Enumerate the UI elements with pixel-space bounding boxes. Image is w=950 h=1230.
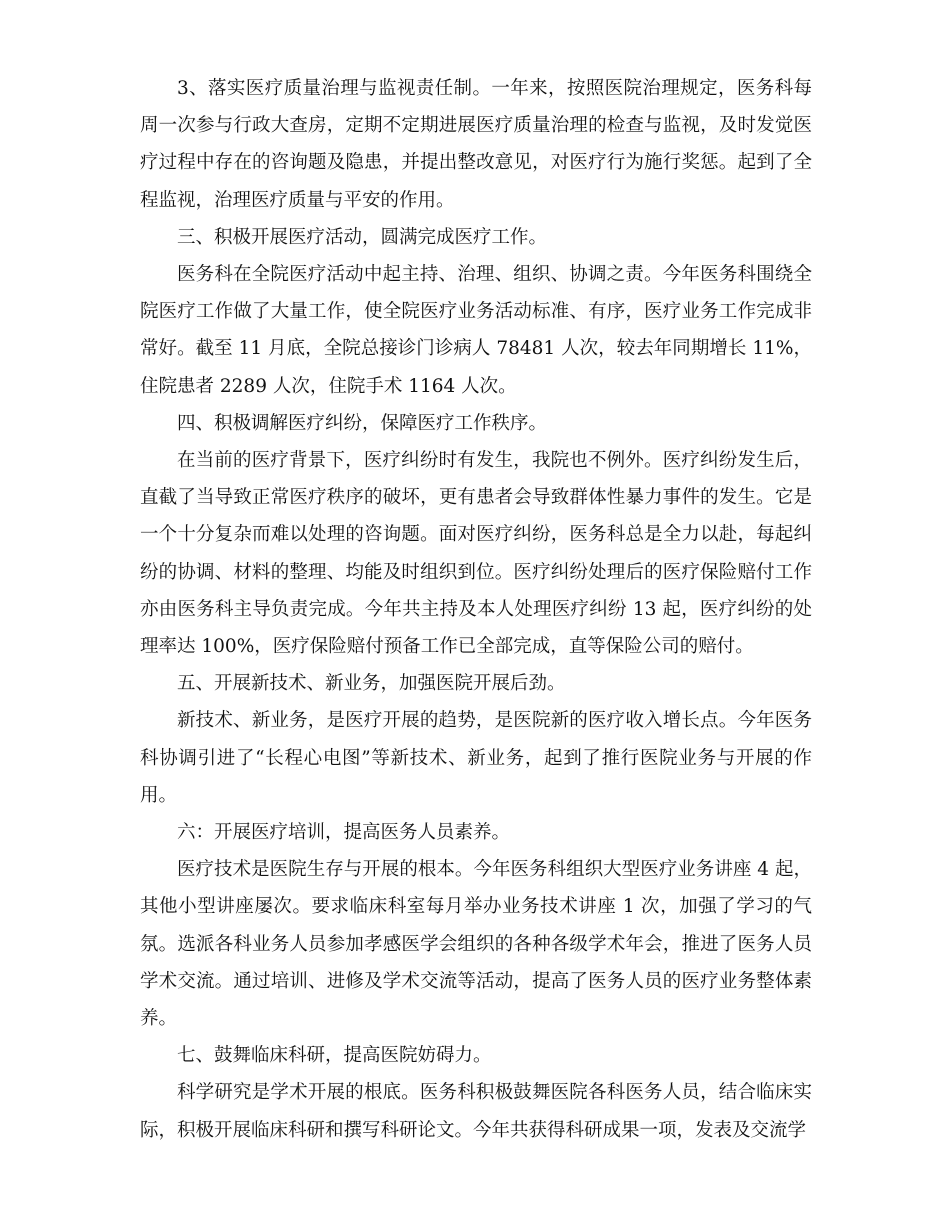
heading-research: 七、鼓舞临床科研，提高医院妨碍力。	[177, 1045, 492, 1067]
paragraph-quality-supervision: 3、落实医疗质量治理与监视责任制。一年来，按照医院治理规定，医务科每周一次参与行政大查房，定期不定期进展医疗质量治理的检查与监视，及时发觉医疗过程中存在的咨询题及隐患，并提出整改意见，对医疗行为施行奖惩。起到了全程监视，治理医疗质量与平安的作用。	[140, 78, 812, 211]
paragraph-training: 医疗技术是医院生存与开展的根本。今年医务科组织大型医疗业务讲座 4 起，其他小型讲座屡次。要求临床科室每月举办业务技术讲座 1 次，加强了学习的气氛。选派各科业务人员参加孝感医学会组织的各种各级学术年会，推进了医务人员学术交流。通过培训、进修及学术交流等活动，提高了医务人员的医疗业务整体素养。	[140, 859, 812, 1030]
heading-medical-disputes: 四、积极调解医疗纠纷，保障医疗工作秩序。	[177, 412, 548, 434]
paragraph-medical-activities: 医务科在全院医疗活动中起主持、治理、组织、协调之责。今年医务科围绕全院医疗工作做了大量工作，使全院医疗业务活动标准、有序，医疗业务工作完成非常好。截至 11 月底，全院总接诊门诊病人 78481 人次，较去年同期增长 11%，住院患者 2289 人次，住院手术 1164 人次。	[140, 264, 812, 397]
heading-medical-activities: 三、积极开展医疗活动，圆满完成医疗工作。	[177, 226, 548, 248]
paragraph-research: 科学研究是学术开展的根底。医务科积极鼓舞医院各科医务人员，结合临床实际，积极开展临床科研和撰写科研论文。今年共获得科研成果一项，发表及交流学	[140, 1082, 812, 1141]
heading-new-technology: 五、开展新技术、新业务，加强医院开展后劲。	[177, 673, 566, 695]
heading-training: 六：开展医疗培训，提高医务人员素养。	[177, 822, 511, 844]
paragraph-new-technology: 新技术、新业务，是医疗开展的趋势，是医院新的医疗收入增长点。今年医务科协调引进了“长程心电图”等新技术、新业务，起到了推行医院业务与开展的作用。	[140, 710, 812, 806]
paragraph-medical-disputes: 在当前的医疗背景下，医疗纠纷时有发生，我院也不例外。医疗纠纷发生后，直截了当导致正常医疗秩序的破坏，更有患者会导致群体性暴力事件的发生。它是一个十分复杂而难以处理的咨询题。面对医疗纠纷，医务科总是全力以赴，每起纠纷的协调、材料的整理、均能及时组织到位。医疗纠纷处理后的医疗保险赔付工作亦由医务科主导负责完成。今年共主持及本人处理医疗纠纷 13 起，医疗纠纷的处理率达 100%，医疗保险赔付预备工作已全部完成，直等保险公司的赔付。	[140, 450, 812, 658]
document-body	[140, 70, 812, 1149]
